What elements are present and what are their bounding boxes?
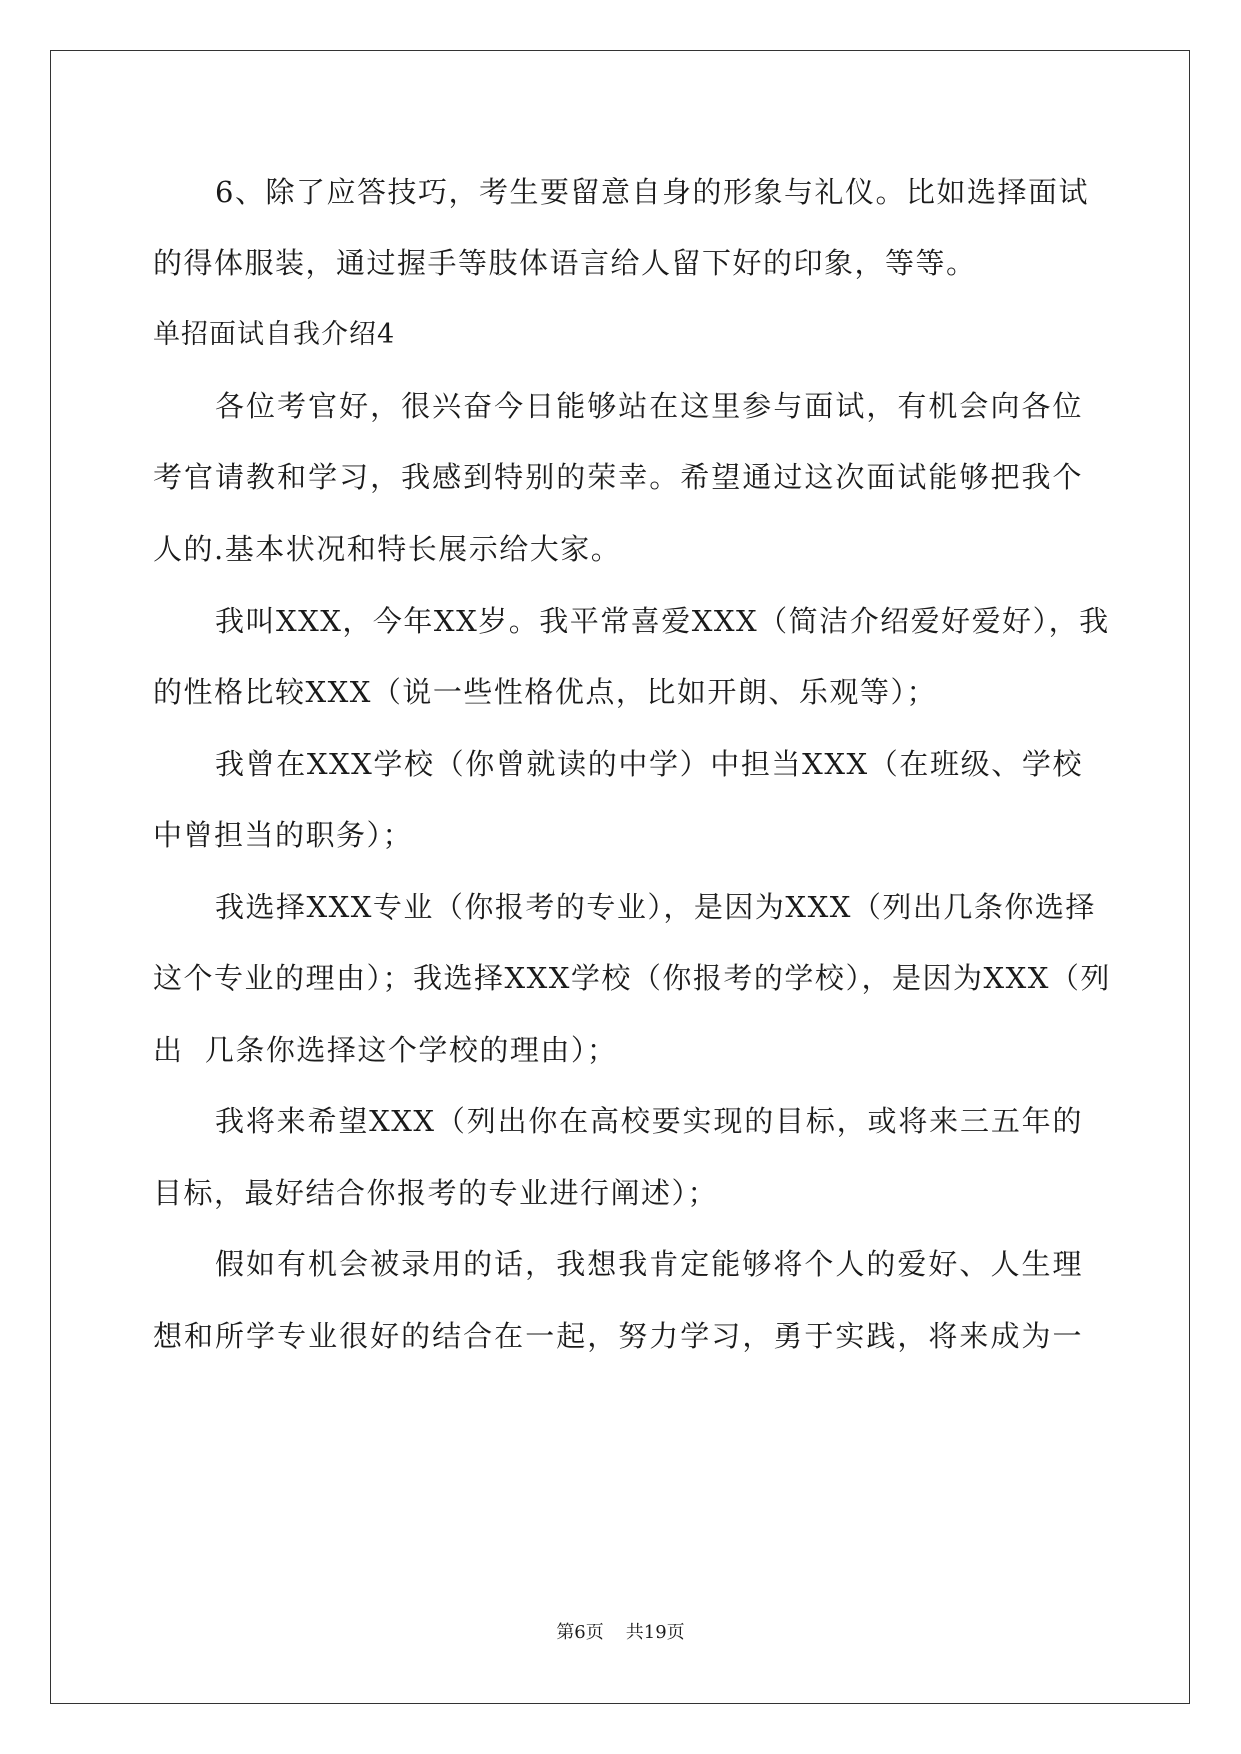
paragraph-line: 我选择XXX专业（你报考的专业），是因为XXX（列出几条你选择 (215, 890, 1096, 924)
paragraph-line: 想和所学专业很好的结合在一起，努力学习，勇于实践，将来成为一 (153, 1319, 1083, 1353)
paragraph-line: 考官请教和学习，我感到特别的荣幸。希望通过这次面试能够把我个 (153, 460, 1083, 494)
page-footer (0, 1622, 1241, 1644)
paragraph-line: 6、除了应答技巧，考生要留意自身的形象与礼仪。比如选择面试 (215, 175, 1089, 209)
paragraph-line: 的得体服装，通过握手等肢体语言给人留下好的印象，等等。 (153, 246, 977, 280)
page-number: 第6页 (556, 1622, 604, 1643)
paragraph-line: 这个专业的理由）；我选择XXX学校（你报考的学校），是因为XXX（列 (153, 961, 1111, 995)
paragraph-line: 假如有机会被录用的话，我想我肯定能够将个人的爱好、人生理 (215, 1247, 1083, 1281)
page-total: 共19页 (625, 1622, 685, 1643)
paragraph-line: 出 几条你选择这个学校的理由）； (153, 1033, 618, 1067)
page-border (50, 50, 1190, 1704)
paragraph-line: 的性格比较XXX（说一些性格优点，比如开朗、乐观等）； (153, 675, 937, 709)
paragraph-line: 人的.基本状况和特长展示给大家。 (153, 532, 622, 566)
paragraph-line: 我将来希望XXX（列出你在高校要实现的目标，或将来三五年的 (215, 1104, 1083, 1138)
paragraph-line: 各位考官好，很兴奋今日能够站在这里参与面试，有机会向各位 (215, 389, 1083, 423)
paragraph-line: 中曾担当的职务）； (153, 818, 414, 852)
paragraph-line: 我曾在XXX学校（你曾就读的中学）中担当XXX（在班级、学校 (215, 747, 1083, 781)
paragraph-line: 目标，最好结合你报考的专业进行阐述）； (153, 1176, 719, 1210)
paragraph-line: 我叫XXX，今年XX岁。我平常喜爱XXX（简洁介绍爱好爱好），我 (215, 604, 1110, 638)
section-heading: 单招面试自我介绍4 (153, 319, 396, 350)
